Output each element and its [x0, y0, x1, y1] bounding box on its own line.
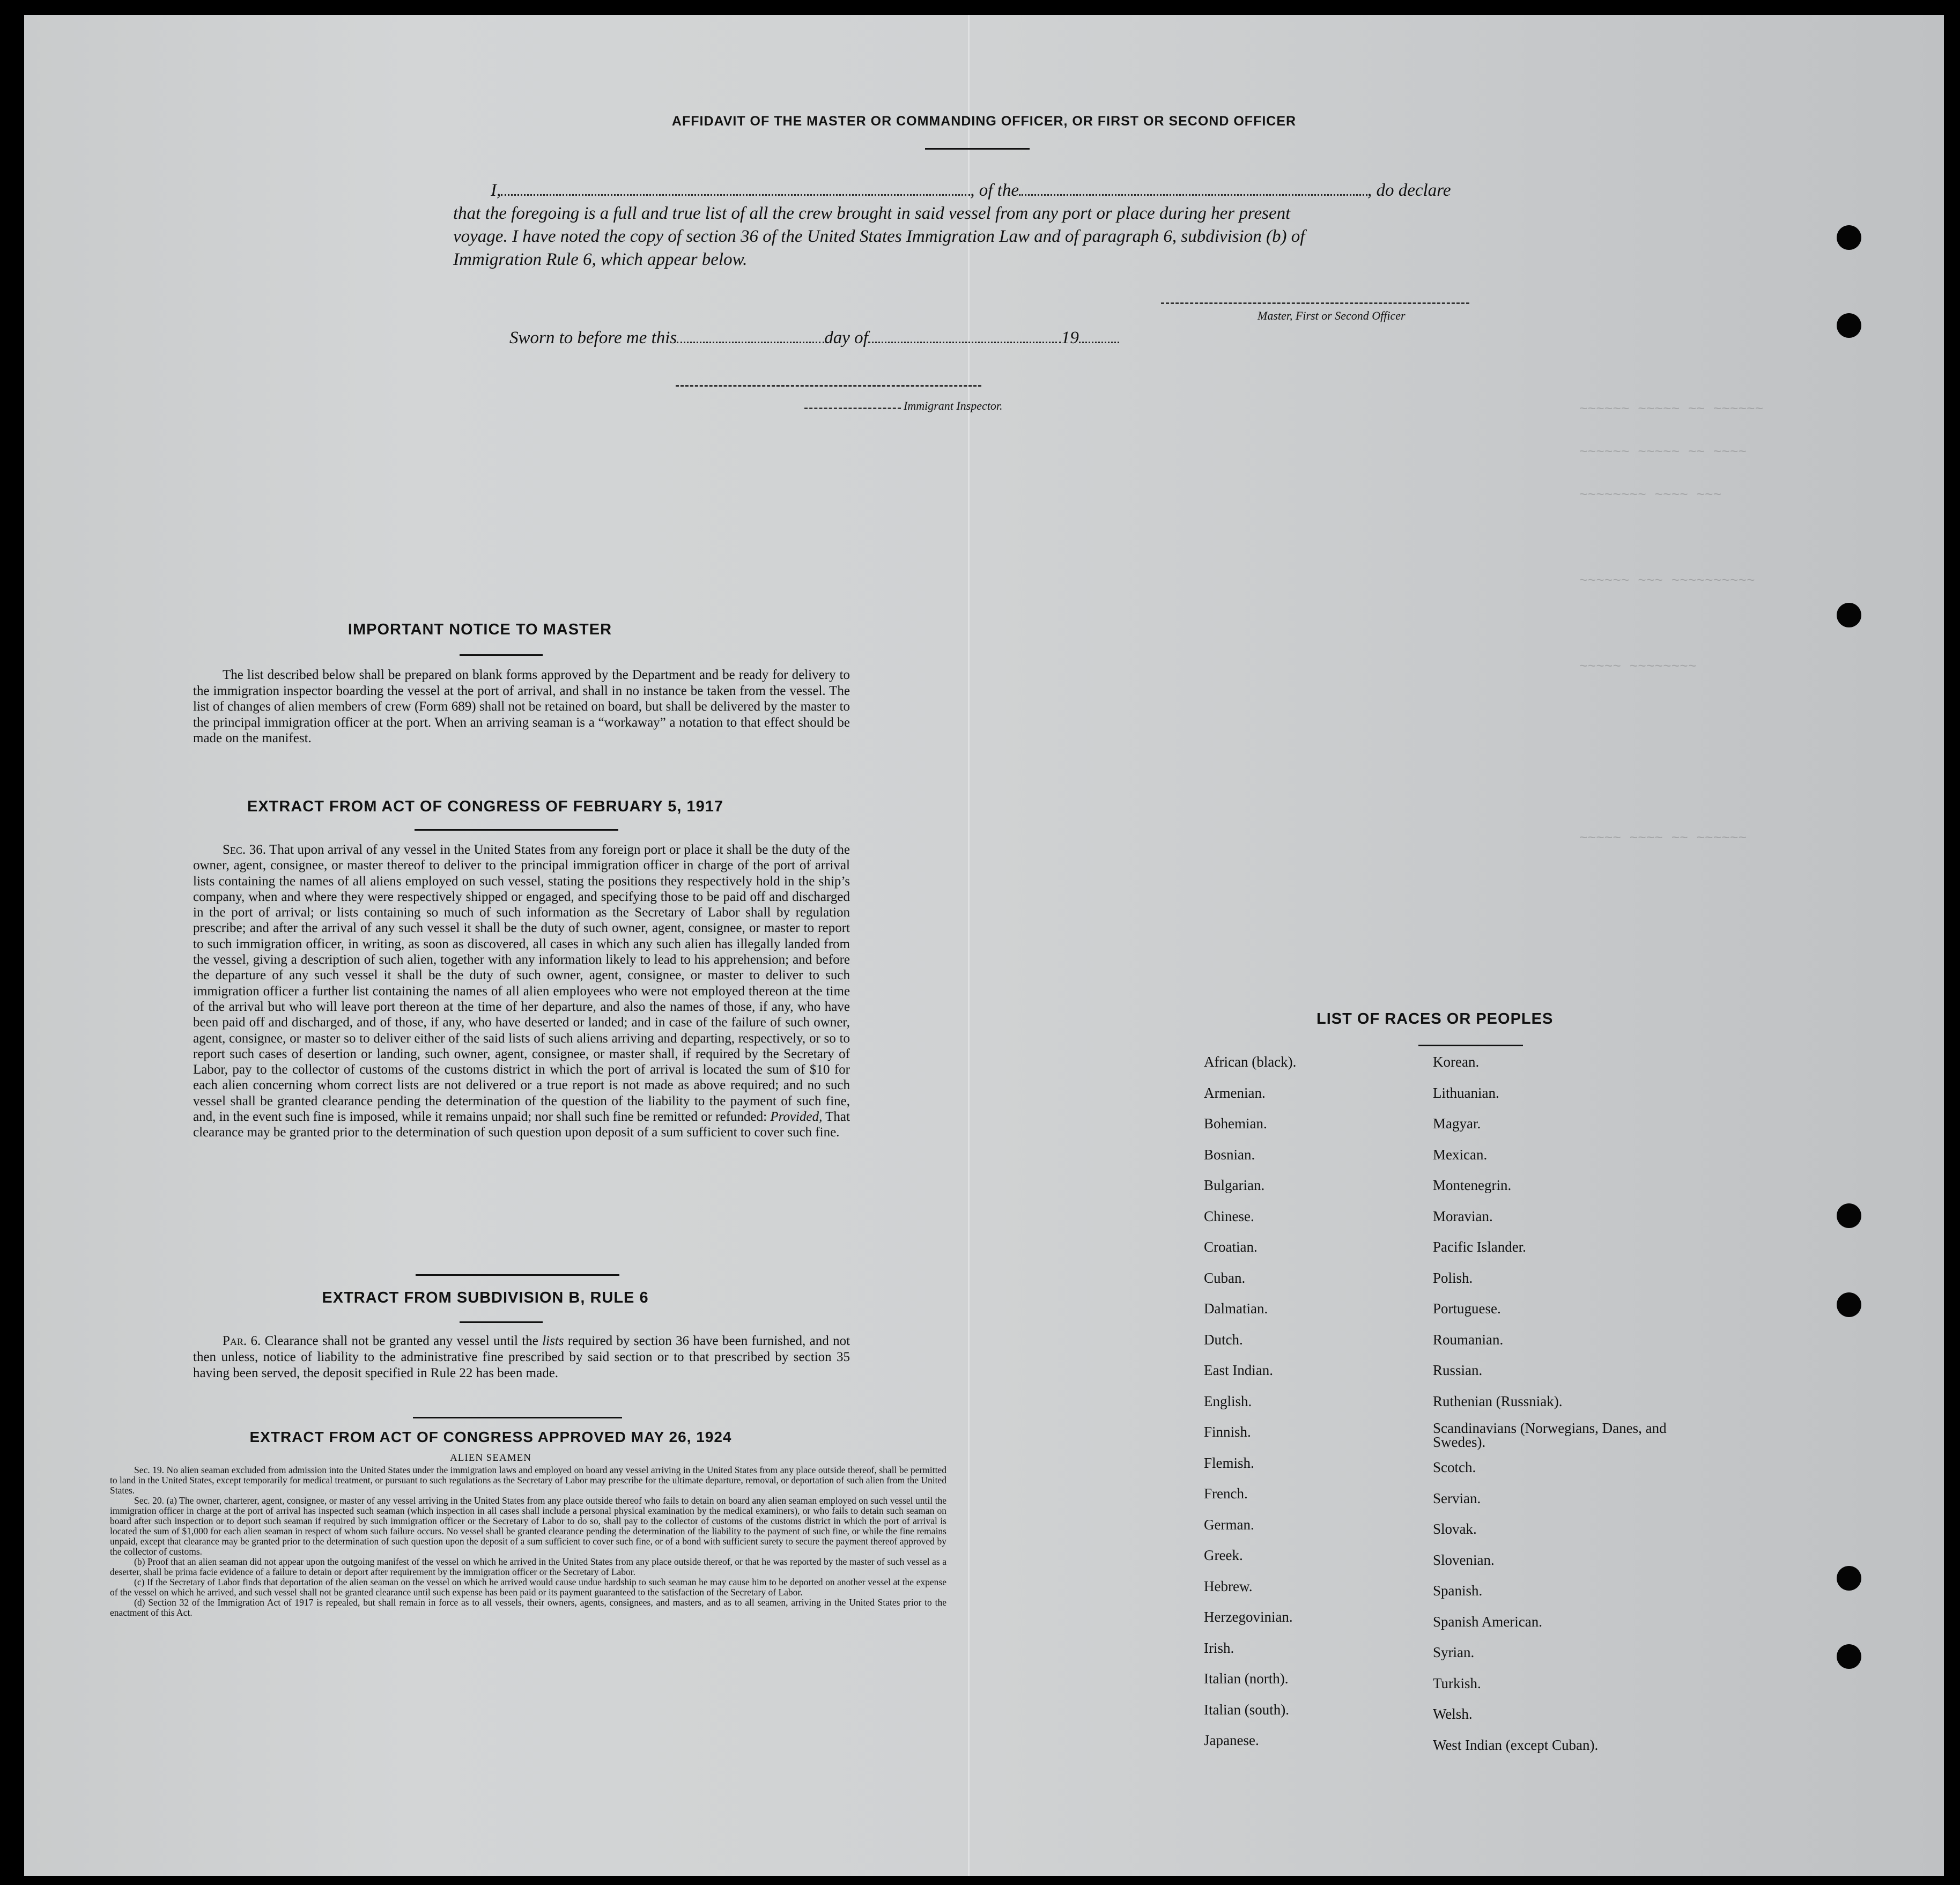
bleed-through-text: ~~~~~~ ~~~~~ ~~ ~~~~~~ — [1579, 401, 1764, 417]
race-item: African (black). — [1204, 1054, 1297, 1070]
par-6-text: Clearance shall not be granted any vessel until the — [264, 1334, 538, 1348]
punch-hole — [1837, 1644, 1861, 1669]
race-item: Roumanian. — [1433, 1331, 1504, 1348]
race-item: Greek. — [1204, 1547, 1243, 1563]
page-fold — [968, 15, 970, 1876]
section-36-label: Sec. 36. — [223, 842, 266, 857]
affidavit-declaration-line — [453, 179, 1526, 202]
notice-title: IMPORTANT NOTICE TO MASTER — [347, 621, 612, 638]
affidavit-title: AFFIDAVIT OF THE MASTER OR COMMANDING OFFICER, OR FIRST OR SECOND OFFICER — [671, 114, 1297, 129]
races-column-2 — [1433, 1047, 1701, 1761]
race-item: German. — [1204, 1516, 1254, 1533]
race-item: Spanish. — [1433, 1583, 1483, 1599]
extract-rule6-body — [193, 1333, 850, 1381]
race-item: Mexican. — [1433, 1146, 1488, 1163]
vessel-field[interactable] — [1019, 194, 1367, 196]
notice-underline — [460, 654, 543, 656]
master-signature-caption: Master, First or Second Officer — [1258, 309, 1406, 322]
extract-1917-underline — [415, 829, 618, 831]
race-item: Magyar. — [1433, 1115, 1481, 1132]
race-item: Italian (north). — [1204, 1670, 1289, 1687]
race-item: Italian (south). — [1204, 1701, 1289, 1718]
race-item: Lithuanian. — [1433, 1084, 1499, 1101]
race-item: Servian. — [1433, 1490, 1481, 1506]
punch-hole — [1837, 603, 1861, 627]
punch-hole — [1837, 1203, 1861, 1228]
race-item: Dutch. — [1204, 1331, 1243, 1348]
section-20d-paragraph: (d) Section 32 of the Immigration Act of 1917 is repealed, but shall remain in force as to all vessels, their owners, agents, consignees, and masters, and as to all seamen, arriving in the United States prior to the enactment of this Act. — [110, 1597, 946, 1618]
inspector-dash — [804, 408, 901, 409]
race-item: Irish. — [1204, 1639, 1234, 1656]
race-item: Turkish. — [1433, 1675, 1481, 1691]
bleed-through-text: ~~~~~ ~~~~ ~~ ~~~~~~ — [1579, 830, 1747, 846]
bleed-through-text: ~~~~~~ ~~~~~ ~~ ~~~~ — [1579, 444, 1747, 460]
par-6-label: Par. 6. — [223, 1334, 261, 1348]
race-item: Korean. — [1433, 1054, 1480, 1070]
punch-hole — [1837, 313, 1861, 338]
race-item: Armenian. — [1204, 1084, 1266, 1101]
race-item: Chinese. — [1204, 1208, 1254, 1224]
bleed-through-text: ~~~~~ ~~~~~~~~ — [1579, 659, 1697, 675]
race-item: Moravian. — [1433, 1208, 1493, 1224]
par-6-text-cont: required by section 36 have been furnished, and not then unless, notice of liability to the administrative fine prescribed by said section or to that prescribed by section 35 having been served, the deposit specified in Rule 22 has been made. — [193, 1334, 850, 1380]
extract-1924-body — [110, 1465, 946, 1618]
affidavit-line-2: that the foregoing is a full and true list of all the crew brought in said vessel from any port or place during her present — [453, 204, 1291, 223]
races-title: LIST OF RACES OR PEOPLES — [1316, 1010, 1554, 1027]
section-36-text: That upon arrival of any vessel in the United States from any foreign port or place it shall be the duty of the owner, agent, consignee, or master thereof to deliver to the principal immigration officer in charge of the port of arrival lists containing the names of all aliens employed on such vessel, stating the positions they respectively hold in the ship’s company, when and where they were respectively shipped or engaged, and specifying those to be paid off and discharged in the port of arrival; or lists containing so much of such information as the Secretary of Labor shall by regulation prescribe; and after the arrival of any such vessel it shall be the duty of such owner, agent, consignee, or master to report to such immigration officer, in writing, as soon as discovered, all cases in which any such alien has illegally landed from the vessel, giving a description of such alien, together with any information likely to lead to his apprehension; and before the departure of any such vessel it shall be the duty of such owner, agent, consignee, or master to deliver to such immigration officer a further list containing the names of all alien employees who were not employed thereon at the time of the arrival but who will leave port thereon at the time of her departure, and also the names of those, if any, who have been paid off and discharged, and of those, if any, who have deserted or landed; and in case of the failure of such owner, agent, consignee, or master so to deliver either of the said lists of such aliens arriving and departing, respectively, or so to report such cases of desertion or landing, such owner, agent, consignee, or master shall, if required by the Secretary of Labor, pay to the collector of customs of the customs district in which the port of arrival is located the sum of $10 for each alien concerning whom correct lists are not delivered or a true report is not made as above required; and no such vessel shall be granted clearance pending the determination of the question of the liability to the payment of such fine, and, in the event such fine is imposed, while it remains unpaid; nor shall such fine be remitted or refunded: — [193, 842, 850, 1125]
divider-rule — [413, 1417, 622, 1418]
bleed-through-text: ~~~~~~~~ ~~~~ ~~~ — [1579, 487, 1722, 503]
race-item: East Indian. — [1204, 1362, 1273, 1378]
sworn-month-field[interactable] — [868, 342, 1061, 343]
race-item: Finnish. — [1204, 1424, 1251, 1440]
race-item: Scandinavians (Norwegians, Danes, and Swedes). — [1433, 1420, 1667, 1450]
affidavit-body — [453, 179, 1526, 271]
punch-hole — [1837, 1292, 1861, 1317]
master-signature-line[interactable] — [1161, 302, 1469, 304]
race-item: Bosnian. — [1204, 1146, 1255, 1163]
alien-seamen-subtitle: ALIEN SEAMEN — [450, 1452, 531, 1463]
race-item: Slovak. — [1433, 1521, 1477, 1537]
section-20a-paragraph: Sec. 20. (a) The owner, charterer, agent, consignee, or master of any vessel arriving in the United States from any place outside thereof who fails to detain on board any alien seaman employed on such vessel until the immigration officer in charge at the port of arrival has inspected such seaman (which inspection in all cases shall include a personal physical examination by the medical examiners), or who fails to detain such seaman on board after such inspection or to deport such seaman if required by such immigration officer or the Secretary of Labor to do so, shall pay to the collector of customs of the customs district in which the port of arrival is located the sum of $1,000 for each alien seaman in respect of whom such failure occurs. No vessel shall be granted clearance pending the determination of the liability to the payment of such fine, or while the fine remains unpaid, except that clearance may be granted prior to the determination of such question upon the deposit of a sum sufficient to cover such fine, or of a bond with sufficient surety to secure the payment thereof approved by the collector of customs. — [110, 1495, 946, 1557]
race-item: Bohemian. — [1204, 1115, 1267, 1132]
of-the-label: , of the — [970, 181, 1019, 200]
extract-1924-title: EXTRACT FROM ACT OF CONGRESS APPROVED MAY 26, 1924 — [249, 1429, 732, 1445]
year-label: 19 — [1061, 328, 1079, 348]
race-item: Croatian. — [1204, 1239, 1258, 1255]
races-column-1 — [1204, 1047, 1408, 1756]
lists-word: lists — [542, 1334, 564, 1348]
race-item: Montenegrin. — [1433, 1177, 1512, 1193]
day-of-label: day of — [824, 328, 868, 348]
race-item: Dalmatian. — [1204, 1300, 1268, 1317]
affidavit-line-3: voyage. I have noted the copy of section 36 of the United States Immigration Law and of paragraph 6, subdivision (b) of — [453, 227, 1305, 246]
race-item: English. — [1204, 1393, 1252, 1409]
i-label: I, — [491, 181, 501, 200]
punch-hole — [1837, 225, 1861, 250]
divider-rule — [416, 1274, 619, 1276]
provided-label: Provided, — [770, 1110, 823, 1125]
race-item: Herzegovinian. — [1204, 1609, 1293, 1625]
race-item: Scotch. — [1433, 1459, 1476, 1475]
extract-rule6-underline — [460, 1321, 543, 1323]
section-20c-paragraph: (c) If the Secretary of Labor finds that deportation of the alien seaman on the vessel on which he arrived would cause undue hardship to such seaman he may cause him to be deported on another vessel at the expense of the vessel on which he arrived, and such vessel shall not be granted clearance until such expense has been paid or its payment guaranteed to the satisfaction of the Secretary of Labor. — [110, 1577, 946, 1598]
inspector-signature-line[interactable] — [676, 385, 981, 387]
extract-1917-body — [193, 842, 850, 1141]
race-item: Ruthenian (Russniak). — [1433, 1393, 1563, 1409]
race-item: Polish. — [1433, 1269, 1473, 1286]
race-item: French. — [1204, 1485, 1248, 1502]
race-item: Hebrew. — [1204, 1578, 1253, 1594]
extract-rule6-title: EXTRACT FROM SUBDIVISION B, RULE 6 — [322, 1289, 649, 1306]
races-underline — [1418, 1045, 1523, 1046]
race-item: Portuguese. — [1433, 1300, 1501, 1317]
section-20b-paragraph: (b) Proof that an alien seaman did not appear upon the outgoing manifest of the vessel on which he arrived in the United States from any place outside thereof, or that he was reported by the master of such vessel as a deserter, shall be prima facie evidence of a failure to detain or deport after requirement by the immigration officer or the Secretary of Labor. — [110, 1556, 946, 1577]
punch-hole — [1837, 1566, 1861, 1591]
inspector-caption: Immigrant Inspector. — [904, 399, 1003, 412]
race-item: Japanese. — [1204, 1732, 1259, 1748]
sworn-day-field[interactable] — [677, 342, 824, 343]
race-item: Spanish American. — [1433, 1613, 1542, 1630]
race-item: Cuban. — [1204, 1269, 1246, 1286]
do-declare-label: , do declare — [1367, 181, 1451, 200]
race-item: Bulgarian. — [1204, 1177, 1265, 1193]
race-item: West Indian (except Cuban). — [1433, 1736, 1599, 1753]
race-item: Syrian. — [1433, 1644, 1475, 1660]
title-underline — [925, 148, 1030, 150]
race-item: Russian. — [1433, 1362, 1483, 1378]
section-19-paragraph: Sec. 19. No alien seaman excluded from admission into the United States under the immigration laws and employed on board any vessel arriving in the United States from any place outside thereof, shall be permitted to land in the United States, except temporarily for medical treatment, or pursuant to such regulations as the Secretary of Labor may prescribe for the ultimate departure, removal, or deportation of such alien from the United States. — [110, 1465, 946, 1496]
name-field[interactable] — [501, 194, 970, 196]
race-item: Flemish. — [1204, 1454, 1254, 1471]
sworn-label: Sworn to before me this — [509, 328, 677, 348]
bleed-through-text: ~~~~~~ ~~~ ~~~~~~~~~~ — [1579, 573, 1755, 589]
proviso-text: That clearance may be granted prior to the determination of such question upon deposit of a sum sufficient to cover such fine. — [193, 1110, 850, 1140]
sworn-year-field[interactable] — [1079, 342, 1119, 343]
race-item: Welsh. — [1433, 1706, 1473, 1722]
affidavit-line-4: Immigration Rule 6, which appear below. — [453, 250, 748, 269]
race-item: Slovenian. — [1433, 1551, 1495, 1568]
notice-body: The list described below shall be prepared on blank forms approved by the Department and be ready for delivery to the immigration inspector boarding the vessel at the port of arrival, and shall in no instance be taken from the vessel. The list of changes of alien members of crew (Form 689) shall not be retained on board, but shall be delivered by the master to the principal immigration officer at the port. When an arriving seaman is a “workaway” a notation to that effect should be made on the manifest. — [193, 668, 850, 745]
sworn-line — [509, 328, 1119, 348]
race-item: Pacific Islander. — [1433, 1239, 1526, 1255]
document-page — [24, 15, 1944, 1876]
extract-1917-title: EXTRACT FROM ACT OF CONGRESS OF FEBRUARY 5, 1917 — [247, 798, 724, 815]
